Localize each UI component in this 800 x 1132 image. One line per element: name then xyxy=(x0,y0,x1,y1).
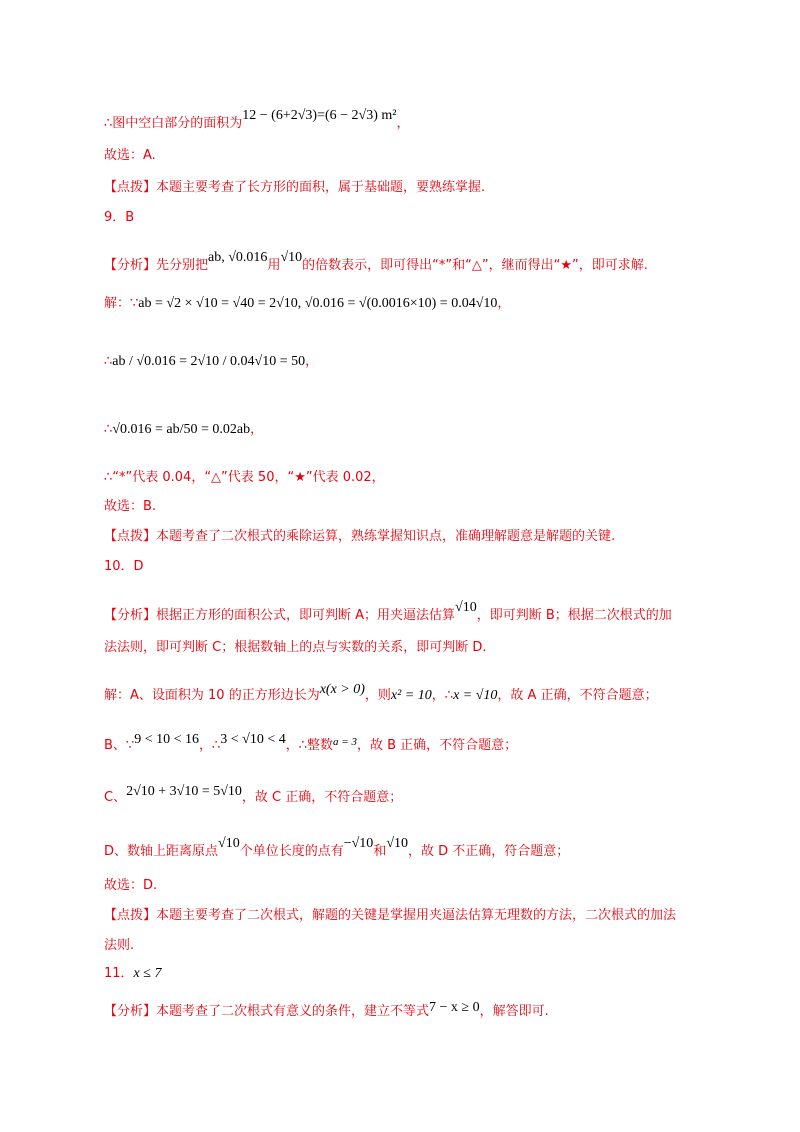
line-text: ，∴ xyxy=(431,688,454,703)
line-text: ，则 xyxy=(364,688,391,703)
line-text: ， xyxy=(396,116,410,131)
line-text: ∴图中空白部分的面积为 xyxy=(104,116,243,131)
formula: 7 − x ≥ 0 xyxy=(429,1000,480,1015)
analysis-tag: 【分析】 xyxy=(104,608,157,623)
answer-d: 故选：D. xyxy=(104,878,158,893)
line-text: ，故 B 正确，不符合题意； xyxy=(356,738,518,753)
line-text: C、 xyxy=(104,790,127,805)
line-text: 和 xyxy=(373,844,387,859)
line-text: ，∴整数 xyxy=(285,738,334,753)
solution-line-9a xyxy=(104,294,510,314)
formula: x(x > 0) xyxy=(319,682,365,697)
formula: 12 − (6+2√3)=(6 − 2√3) m² xyxy=(242,108,397,123)
tip-tag: 【点拨】 xyxy=(104,908,157,923)
formula: x ≤ 7 xyxy=(133,966,162,981)
line-text: ，故 A 正确，不符合题意； xyxy=(497,688,658,703)
line-text: 用 xyxy=(267,258,281,273)
line-text: ，∴ xyxy=(199,738,221,753)
formula: 3 < √10 < 4 xyxy=(220,732,286,747)
line-text: ，故 C 正确，不符合题意； xyxy=(241,790,403,805)
formula: ab = √2 × √10 = √40 = 2√10, √0.016 = √(0.0016×10) = 0.04√10 xyxy=(138,296,498,311)
formula: a = 3 xyxy=(333,736,357,748)
line-text: ，解答即可. xyxy=(479,1004,549,1019)
line-text: 11． xyxy=(104,966,134,981)
tip-text: 本题主要考查了长方形的面积，属于基础题，要熟练掌握. xyxy=(156,180,486,195)
line-text: ∴ xyxy=(104,422,113,437)
formula: x² = 10 xyxy=(390,688,432,703)
question-9-heading: 9．B xyxy=(104,210,135,225)
formula: √10 xyxy=(455,600,477,615)
line-text: ， xyxy=(497,296,511,311)
line-text: 本题考查了二次根式有意义的条件，建立不等式 xyxy=(156,1004,430,1019)
solution-line-10c xyxy=(104,782,402,808)
question-10-heading: 10．D xyxy=(104,559,144,574)
line-text: ，故 D 不正确，符合题意； xyxy=(408,844,570,859)
formula: −√10 xyxy=(343,836,374,851)
formula: √0.016 = ab/50 = 0.02ab xyxy=(112,422,251,437)
question-11-heading xyxy=(104,964,161,984)
solution-line-10b xyxy=(104,730,517,756)
line-text: ， xyxy=(250,422,264,437)
line-text: 个单位长度的点有 xyxy=(239,844,344,859)
tip-text: 本题主要考查了二次根式，解题的关键是掌握用夹逼法估算无理数的方法，二次根式的加法 xyxy=(156,908,677,923)
tip-line-2 xyxy=(104,527,615,547)
formula: √10 xyxy=(386,836,409,851)
solution-line-10d xyxy=(104,834,569,862)
analysis-line-11 xyxy=(104,998,549,1022)
answer-b: 故选：B. xyxy=(104,499,157,514)
analysis-line-10a xyxy=(104,598,672,626)
formula: ab, √0.016 xyxy=(208,250,268,265)
tip-line-3a xyxy=(104,906,676,926)
line-text: ， xyxy=(305,354,319,369)
line-text: D、数轴上距离原点 xyxy=(104,844,219,859)
line-area-result xyxy=(104,106,409,134)
line-text: B、∵ xyxy=(104,738,135,753)
tip-tag: 【点拨】 xyxy=(104,529,157,544)
tip-tag: 【点拨】 xyxy=(104,180,157,195)
solution-line-9d: ∴“*”代表 0.04，“△”代表 50，“★”代表 0.02， xyxy=(104,470,385,485)
tip-line-1 xyxy=(104,178,485,198)
formula: ab / √0.016 = 2√10 / 0.04√10 = 50 xyxy=(112,354,306,369)
solution-line-9b xyxy=(104,352,318,372)
analysis-tag: 【分析】 xyxy=(104,258,157,273)
solution-line-10a xyxy=(104,680,658,706)
formula: 2√10 + 3√10 = 5√10 xyxy=(126,784,242,799)
tip-line-3b: 法则. xyxy=(104,938,135,953)
answer-a: 故选：A. xyxy=(104,148,156,163)
line-text: 解：∵ xyxy=(104,296,139,311)
analysis-line-10b: 法法则，即可判断 C；根据数轴上的点与实数的关系，即可判断 D. xyxy=(104,640,487,655)
analysis-line-9 xyxy=(104,248,648,276)
line-text: ∴ xyxy=(104,354,113,369)
formula: x = √10 xyxy=(453,688,498,703)
solution-line-9c xyxy=(104,420,263,440)
line-text: 先分别把 xyxy=(156,258,209,273)
line-text: 的倍数表示，即可得出“*”和“△”，继而得出“★”，即可求解. xyxy=(302,258,648,273)
tip-text: 本题考查了二次根式的乘除运算，熟练掌握知识点，准确理解题意是解题的关键. xyxy=(156,529,616,544)
formula: 9 < 10 < 16 xyxy=(134,732,199,747)
line-text: 解：A、设面积为 10 的正方形边长为 xyxy=(104,688,320,703)
analysis-tag: 【分析】 xyxy=(104,1004,157,1019)
line-text: 根据正方形的面积公式，即可判断 A；用夹逼法估算 xyxy=(156,608,456,623)
formula: √10 xyxy=(280,250,303,265)
line-text: ，即可判断 B；根据二次根式的加 xyxy=(476,608,672,623)
formula: √10 xyxy=(218,836,240,851)
